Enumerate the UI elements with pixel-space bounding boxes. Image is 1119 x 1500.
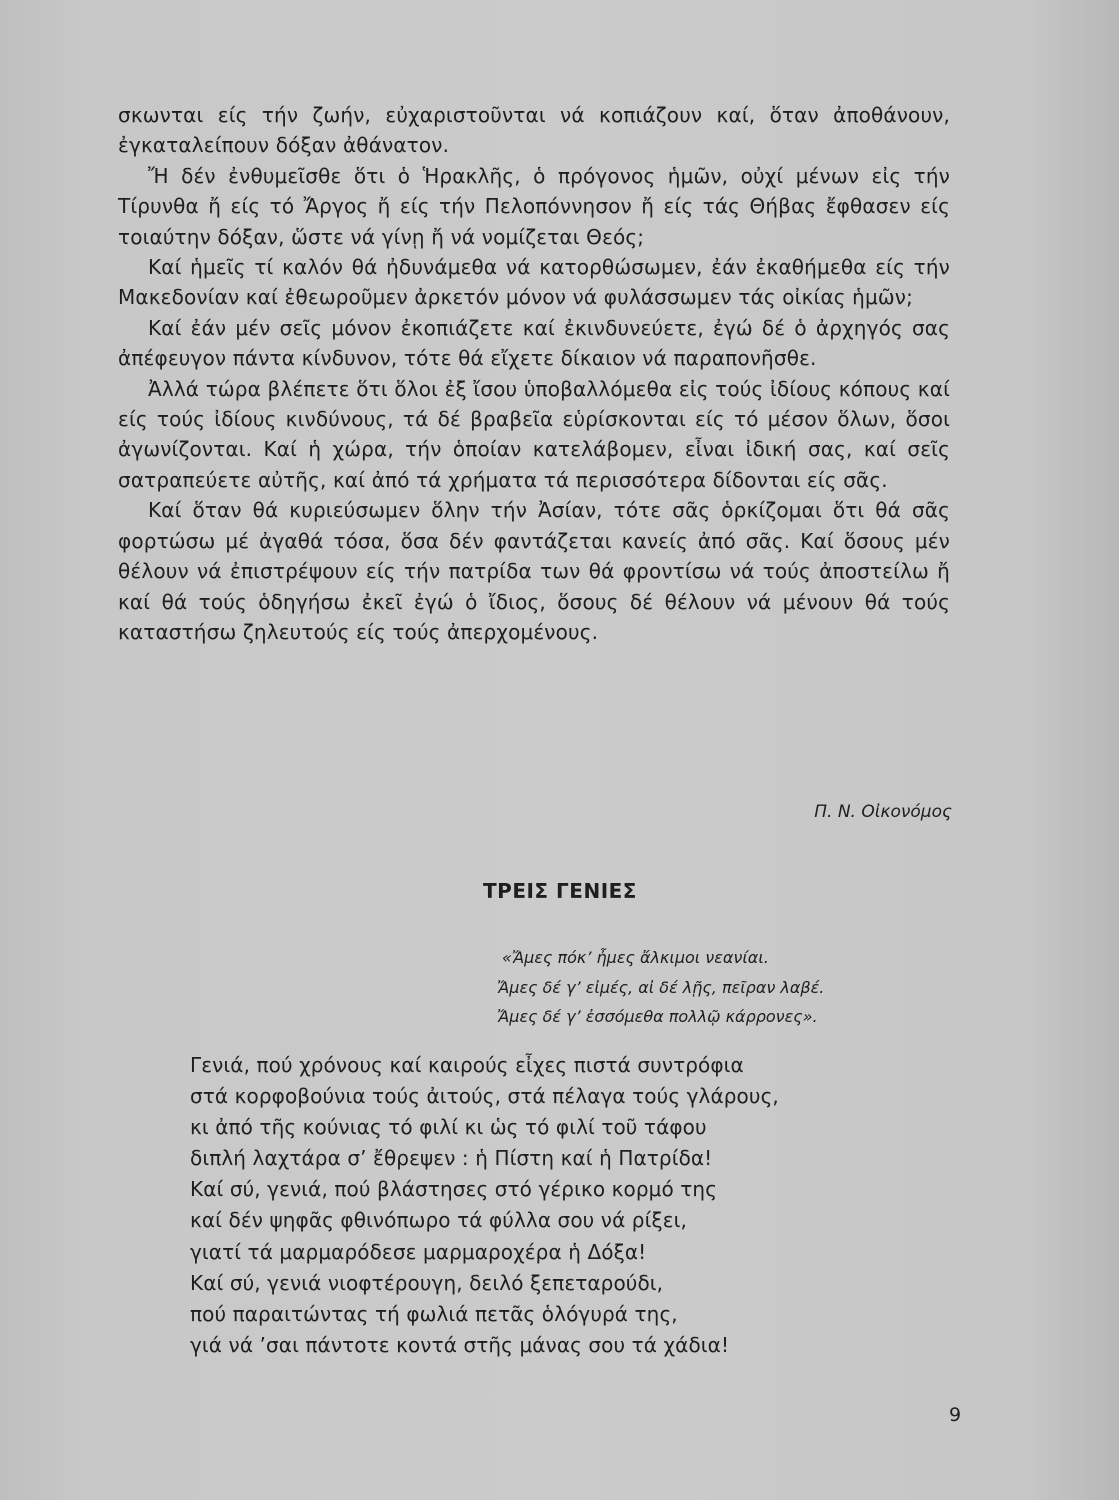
poem-title: ΤΡΕΙΣ ΓΕΝΙΕΣ	[483, 879, 637, 903]
paragraph: Καί ὅταν θά κυριεύσωμεν ὅλην τήν Ἀσίαν, τότε σᾶς ὁρκίζομαι ὅτι θά σᾶς φορτώσω μέ ἀγαθά τόσα, ὅσα δέν φαντάζεται κανείς ἀπό σᾶς. Καί ὅσους μέν θέλουν νά ἐπιστρέψουν είς τήν πατρίδα των θά φροντίσω νά τούς ἀποστείλω ἤ καί θά τούς ὁδηγήσω ἐκεῖ ἐγώ ὁ ἴδιος, ὅσους δέ θέλουν νά μένουν θά τούς καταστήσω ζηλευτούς είς τούς ἀπερχομένους.	[118, 498, 950, 644]
verse-line: Γενιά, πού χρόνους καί καιρούς εἶχες πιστά συντρόφια	[190, 1053, 744, 1077]
epigraph-line: Ἄμες δέ γ’ εἰμές, αἰ δέ λῇς, πεῖραν λαβέ.	[497, 977, 825, 997]
verse-line: Καί σύ, γενιά νιοφτέρουγη, δειλό ξεπεταρούδι,	[190, 1270, 664, 1295]
verse-line: στά κορφοβούνια τούς ἀιτούς, στά πέλαγα τούς γλάρους,	[190, 1084, 779, 1109]
verse-line: Καί σύ, γενιά, πού βλάστησες στό γέρικο κορμό της	[190, 1177, 718, 1202]
poem-verses	[190, 1050, 910, 1361]
verse-line: γιατί τά μαρμαρόδεσε μαρμαροχέρα ἡ Δόξα!	[190, 1239, 647, 1264]
page-number: 9	[948, 1404, 962, 1426]
verse-line: γιά νά ’σαι πάντοτε κοντά στῆς μάνας σου τά χάδια!	[190, 1332, 730, 1357]
verse-line: κι ἀπό τῆς κούνιας τό φιλί κι ὡς τό φιλί τοῦ τάφου	[190, 1115, 707, 1140]
epigraph-line: «Ἄμες πόκ’ ἦμες ἄλκιμοι νεανίαι.	[502, 948, 769, 967]
paragraph: σκωνται είς τήν ζωήν, εὐχαριστοῦνται νά κοπιάζουν καί, ὅταν ἀποθάνουν, ἐγκαταλείπουν δόξαν ἀθάνατον.	[118, 103, 950, 158]
prose-text	[118, 100, 950, 647]
author-signature: Π. Ν. Οἰκονόμος	[814, 802, 952, 822]
poem-epigraph	[497, 943, 937, 1032]
verse-line: πού παραιτώντας τή φωλιά πετᾶς ὁλόγυρά της,	[190, 1301, 678, 1326]
paragraph: Καί ἐάν μέν σεῖς μόνον ἐκοπιάζετε καί ἐκινδυνεύετε, ἐγώ δέ ὁ ἀρχηγός σας ἀπέφευγον πάντα κίνδυνον, τότε θά εἴχετε δίκαιον νά παραπονῆσθε.	[118, 315, 950, 371]
verse-line: διπλή λαχτάρα σ’ ἔθρεψεν : ἡ Πίστη καί ἡ Πατρίδα!	[190, 1146, 713, 1171]
epigraph-line: Ἄμες δέ γ’ ἐσσόμεθα πολλῷ κάρρονες».	[497, 1007, 818, 1027]
paragraph: Καί ἡμεῖς τί καλόν θά ἠδυνάμεθα νά κατορθώσωμεν, ἐάν ἐκαθήμεθα είς τήν Μακεδονίαν καί ἐθεωροῦμεν ἀρκετόν μόνον νά φυλάσσωμεν τάς οἰκίας ἡμῶν;	[118, 255, 950, 310]
paragraph: Ἤ δέν ἐνθυμεῖσθε ὅτι ὁ Ἡρακλῆς, ὁ πρόγονος ἡμῶν, οὐχί μένων εἰς τήν Τίρυνθα ἤ είς τό Ἄργος ἤ είς τήν Πελοπόννησον ἤ είς τάς Θήβας ἔφθασεν είς τοιαύτην δόξαν, ὥστε νά γίνῃ ἤ νά νομίζεται Θεός;	[118, 163, 950, 249]
paragraph: Ἀλλά τώρα βλέπετε ὅτι ὅλοι ἐξ ἴσου ὑποβαλλόμεθα εἰς τούς ἰδίους κόπους καί είς τούς ἰδίους κινδύνους, τά δέ βραβεῖα εὑρίσκονται είς τό μέσον ὅλων, ὅσοι ἀγωνίζονται. Καί ἡ χώρα, τήν ὁποίαν κατελάβομεν, εἶναι ἰδική σας, καί σεῖς σατραπεύετε αὐτῆς, καί ἀπό τά χρήματα τά περισσότερα δίδονται είς σᾶς.	[118, 376, 950, 492]
verse-line: καί δέν ψηφᾶς φθινόπωρο τά φύλλα σου νά ρίξει,	[190, 1208, 687, 1233]
